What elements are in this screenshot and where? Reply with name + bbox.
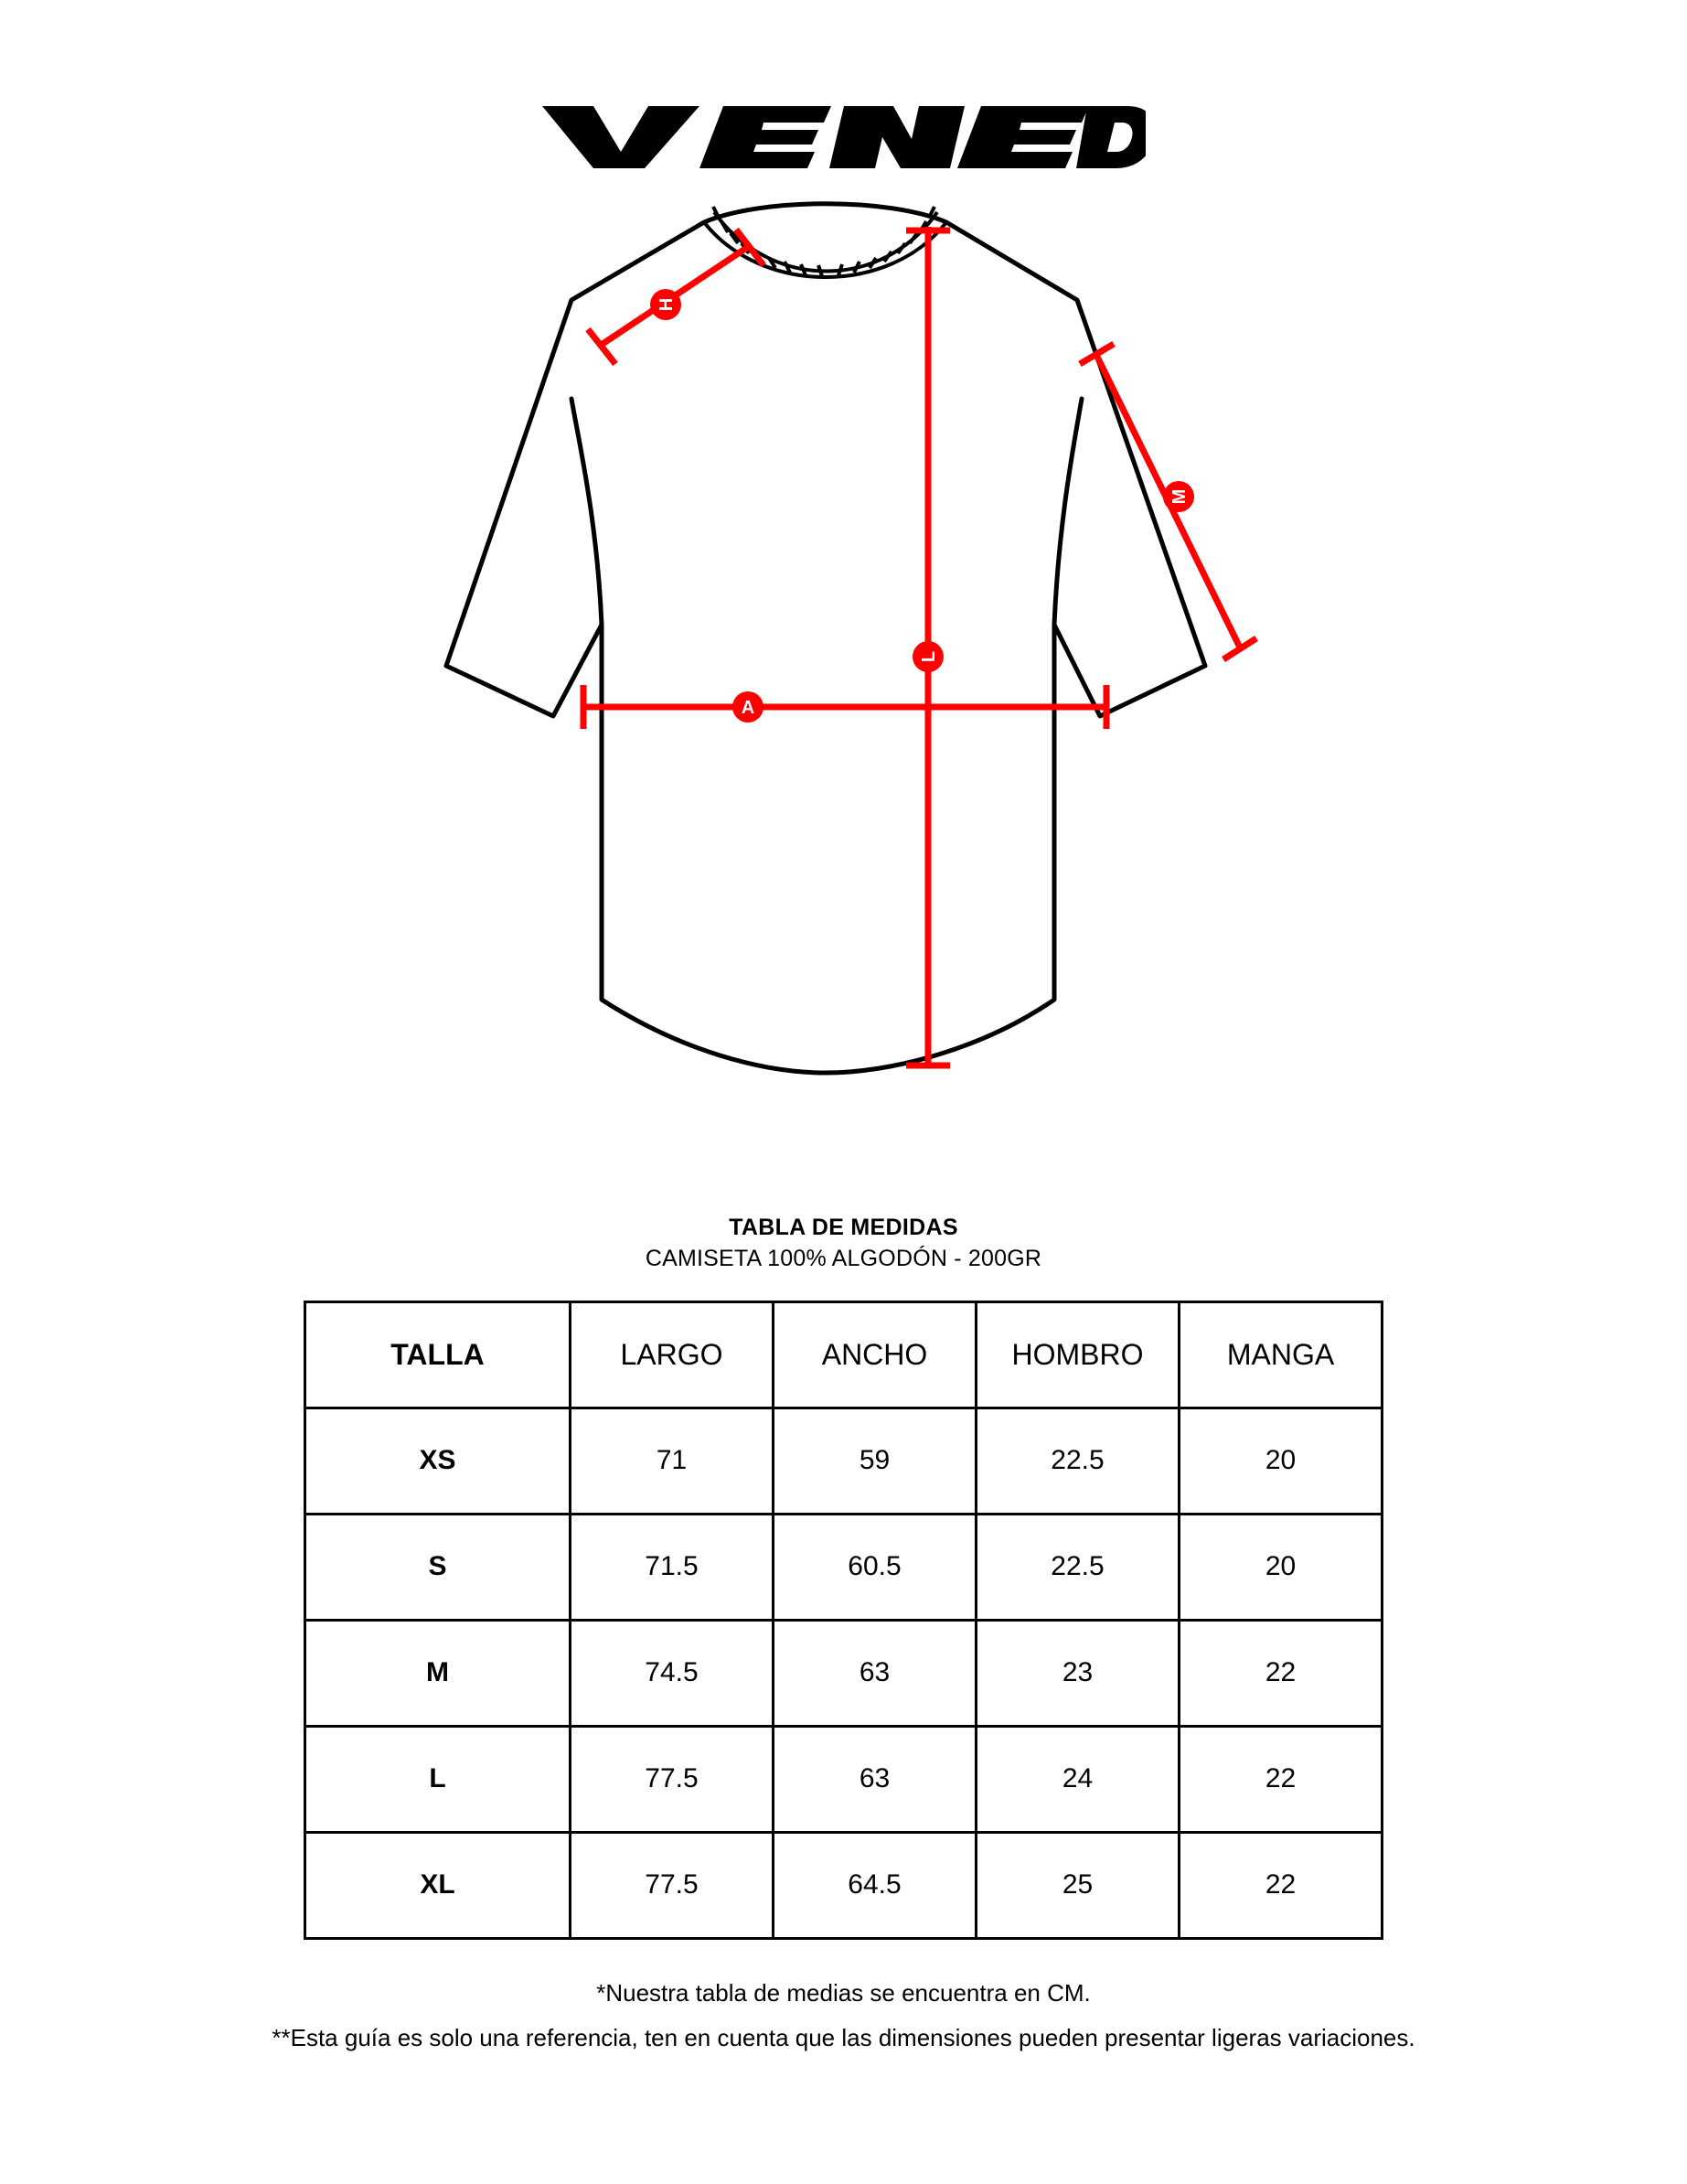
label-width [732, 691, 763, 723]
label-shoulder [650, 289, 681, 320]
cell-size: L [305, 1726, 571, 1832]
cell-largo: 77.5 [571, 1726, 774, 1832]
svg-text:L: L [918, 650, 939, 663]
cell-hombro: 23 [977, 1620, 1180, 1726]
cell-largo: 77.5 [571, 1832, 774, 1938]
table-title: TABLA DE MEDIDAS [729, 1215, 958, 1240]
label-length [913, 641, 944, 672]
footnotes [76, 1971, 1612, 2061]
cell-size: M [305, 1620, 571, 1726]
cell-hombro: 25 [977, 1832, 1180, 1938]
cell-size: S [305, 1514, 571, 1620]
svg-text:M: M [1169, 488, 1190, 505]
cell-manga: 20 [1180, 1408, 1383, 1514]
table-heading [646, 1213, 1041, 1275]
cell-ancho: 59 [774, 1408, 977, 1514]
table-row [305, 1620, 1383, 1726]
cell-largo: 71 [571, 1408, 774, 1514]
cell-manga: 22 [1180, 1726, 1383, 1832]
cell-ancho: 63 [774, 1726, 977, 1832]
column-header-manga: MANGA [1180, 1301, 1383, 1408]
cell-manga: 20 [1180, 1514, 1383, 1620]
cell-hombro: 22.5 [977, 1408, 1180, 1514]
column-header-hombro: HOMBRO [977, 1301, 1180, 1408]
cell-manga: 22 [1180, 1832, 1383, 1938]
cell-hombro: 22.5 [977, 1514, 1180, 1620]
table-header-row [305, 1301, 1383, 1408]
tshirt-outline [446, 204, 1205, 1073]
table-row [305, 1832, 1383, 1938]
cell-largo: 74.5 [571, 1620, 774, 1726]
footnote-disclaimer: **Esta guía es solo una referencia, ten en cuenta que las dimensiones pueden presentar ligeras variaciones. [272, 2023, 1415, 2051]
tshirt-measurement-diagram [250, 190, 1438, 1205]
table-row [305, 1726, 1383, 1832]
brand-logo [542, 101, 1146, 174]
table-subtitle: CAMISETA 100% ALGODÓN - 200GR [645, 1245, 1042, 1271]
svg-text:A: A [741, 698, 754, 718]
cell-manga: 22 [1180, 1620, 1383, 1726]
column-header-talla: TALLA [305, 1301, 571, 1408]
size-table [304, 1301, 1383, 1940]
cell-ancho: 63 [774, 1620, 977, 1726]
cell-size: XL [305, 1832, 571, 1938]
table-row [305, 1408, 1383, 1514]
svg-text:H: H [656, 297, 677, 312]
cell-size: XS [305, 1408, 571, 1514]
cell-ancho: 64.5 [774, 1832, 977, 1938]
table-row [305, 1514, 1383, 1620]
cell-largo: 71.5 [571, 1514, 774, 1620]
column-header-largo: LARGO [571, 1301, 774, 1408]
cell-hombro: 24 [977, 1726, 1180, 1832]
cell-ancho: 60.5 [774, 1514, 977, 1620]
column-header-ancho: ANCHO [774, 1301, 977, 1408]
footnote-units: *Nuestra tabla de medias se encuentra en CM. [596, 1978, 1091, 2007]
label-sleeve [1163, 481, 1194, 512]
